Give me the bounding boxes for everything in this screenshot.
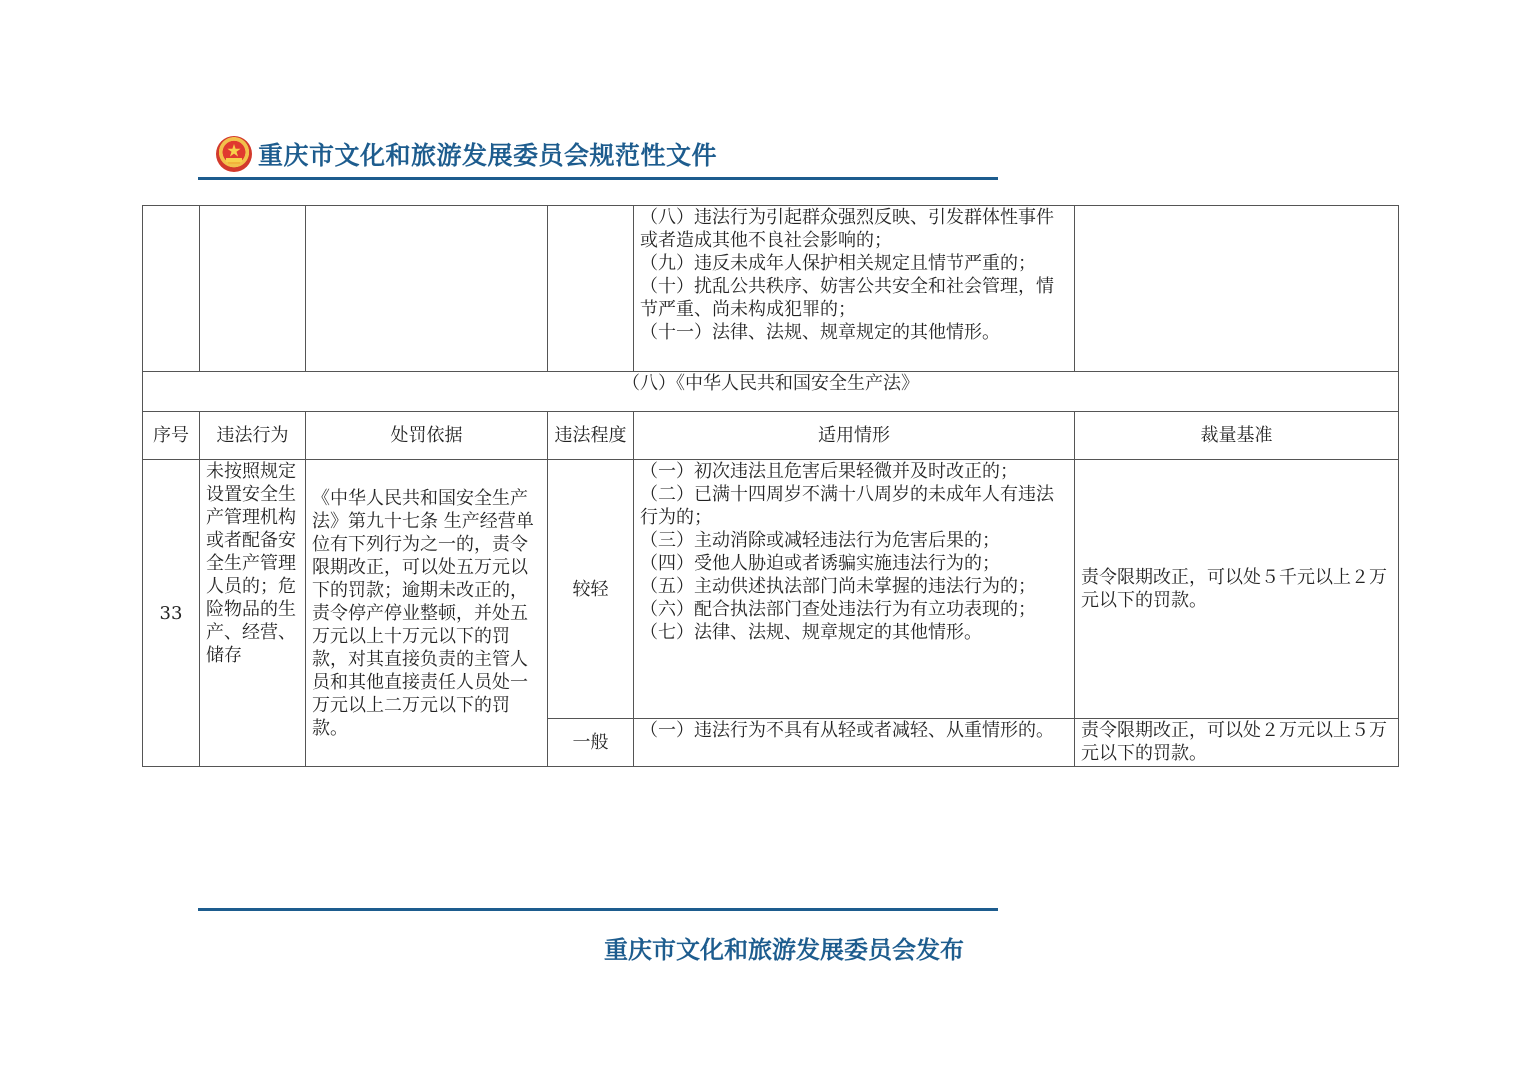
row-degree-light: 较轻: [548, 460, 634, 719]
national-emblem-icon: [216, 136, 252, 172]
row-standard-normal: 责令限期改正，可以处２万元以上５万元以下的罚款。: [1075, 719, 1399, 767]
table-row: [143, 460, 1399, 719]
footer-title: 重庆市文化和旅游发展委员会发布: [604, 935, 964, 964]
case-line: （七）法律、法规、规章规定的其他情形。: [640, 622, 982, 643]
cell-empty: [306, 206, 548, 372]
col-header-cases: 适用情形: [634, 412, 1075, 460]
col-header-basis: 处罚依据: [306, 412, 548, 460]
row-degree-normal: 一般: [548, 719, 634, 767]
case-line: （九）违反未成年人保护相关规定且情节严重的；: [640, 253, 1036, 274]
section-title: （八）《中华人民共和国安全生产法》: [143, 372, 1399, 412]
row-cases-light: [634, 460, 1075, 719]
footer-rule: [198, 908, 998, 911]
penalty-table: [142, 205, 1399, 767]
case-line: （二）已满十四周岁不满十八周岁的未成年人有违法行为的；: [640, 484, 1054, 528]
section-row: [143, 372, 1399, 412]
row-basis: 《中华人民共和国安全生产法》第九十七条 生产经营单位有下列行为之一的，责令限期改正，可以处五万元以下的罚款；逾期未改正的，责令停产停业整顿，并处五万元以上十万元以下的罚款，对其直接负责的主管人员和其他直接责任人员处一万元以上二万元以下的罚款。: [306, 460, 548, 767]
case-line: （十一）法律、法规、规章规定的其他情形。: [640, 322, 1000, 343]
case-line: （十）扰乱公共秩序、妨害公共安全和社会管理，情节严重、尚未构成犯罪的；: [640, 276, 1054, 320]
cell-empty: [548, 206, 634, 372]
cell-empty: [1075, 206, 1399, 372]
cell-cases-continued: [634, 206, 1075, 372]
case-line: （一）初次违法且危害后果轻微并及时改正的；: [640, 461, 1018, 482]
col-header-standard: 裁量基准: [1075, 412, 1399, 460]
case-line: （八）违法行为引起群众强烈反映、引发群体性事件或者造成其他不良社会影响的；: [640, 207, 1054, 251]
case-line: （六）配合执法部门查处违法行为有立功表现的；: [640, 599, 1036, 620]
row-number: 33: [143, 460, 200, 767]
header-title: 重庆市文化和旅游发展委员会规范性文件: [258, 141, 718, 170]
row-standard-light: 责令限期改正，可以处５千元以上２万元以下的罚款。: [1075, 460, 1399, 719]
col-header-act: 违法行为: [200, 412, 306, 460]
col-header-no: 序号: [143, 412, 200, 460]
col-header-degree: 违法程度: [548, 412, 634, 460]
table-header-row: [143, 412, 1399, 460]
case-line: （五）主动供述执法部门尚未掌握的违法行为的；: [640, 576, 1036, 597]
case-line: （三）主动消除或减轻违法行为危害后果的；: [640, 530, 1000, 551]
table-row-continuation: [143, 206, 1399, 372]
cell-empty: [200, 206, 306, 372]
case-line: （四）受他人胁迫或者诱骗实施违法行为的；: [640, 553, 1000, 574]
document-header: [216, 132, 717, 176]
row-cases-normal: （一）违法行为不具有从轻或者减轻、从重情形的。: [634, 719, 1075, 767]
row-act: 未按照规定设置安全生产管理机构或者配备安全生产管理人员的；危险物品的生产、经营、储存: [200, 460, 306, 767]
header-rule: [198, 177, 998, 180]
cell-empty: [143, 206, 200, 372]
